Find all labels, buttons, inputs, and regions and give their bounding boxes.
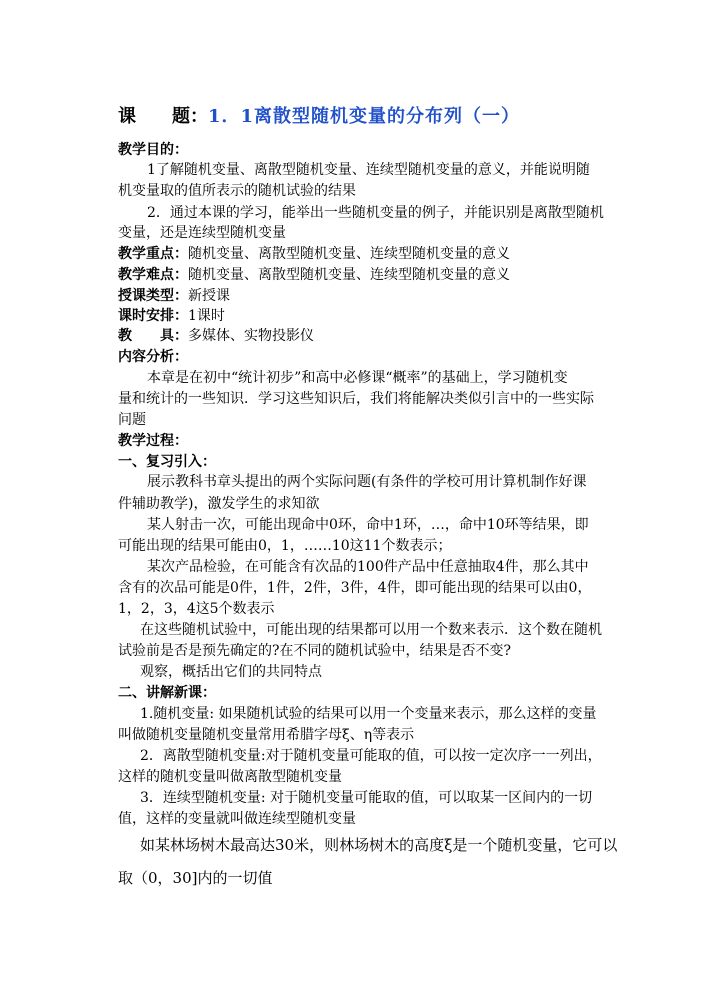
- lesson-title: [118, 104, 520, 130]
- objective-2-line-2: 变量，还是连续型随机变量: [118, 225, 286, 241]
- lesson-type-label: 授课类型：: [118, 288, 188, 304]
- new-1-line-1: 1.随机变量: 如果随机试验的结果可以用一个变量来表示，那么这样的变量: [140, 706, 597, 722]
- key-points-row: [118, 244, 510, 264]
- review-p3-line-1: 某次产品检验，在可能含有次品的100件产品中任意抽取4件，那么其中: [147, 559, 589, 575]
- objective-1-line-1: 1了解随机变量、离散型随机变量、连续型随机变量的意义，并能说明随: [147, 162, 590, 178]
- objectives-heading: 教学目的：: [118, 142, 188, 158]
- teaching-aids-text: 多媒体、实物投影仪: [188, 328, 314, 344]
- content-analysis-heading: 内容分析：: [118, 349, 188, 365]
- content-analysis-line-3: 问题: [118, 412, 146, 428]
- review-p3-line-3: 1，2，3，4这5个数表示: [118, 601, 275, 617]
- review-heading: 一、复习引入：: [118, 454, 216, 470]
- new-3-line-1: 3．连续型随机变量: 对于随机变量可能取的值，可以取某一区间内的一切: [140, 790, 593, 806]
- teaching-aids-row: [118, 326, 314, 346]
- difficult-points-row: [118, 265, 510, 285]
- review-p5: 观察，概括出它们的共同特点: [140, 664, 322, 680]
- review-p1-line-1: 展示教科书章头提出的两个实际问题(有条件的学校可用计算机制作好课: [147, 474, 587, 490]
- review-p1-line-2: 件辅助教学)，激发学生的求知欲: [118, 496, 320, 512]
- teaching-aids-label: 教 具：: [118, 328, 188, 344]
- new-3-line-2: 值，这样的变量就叫做连续型随机变量: [118, 811, 356, 827]
- key-points-label: 教学重点：: [118, 246, 188, 262]
- objective-1-line-2: 机变量取的值所表示的随机试验的结果: [118, 183, 356, 199]
- key-points-text: 随机变量、离散型随机变量、连续型随机变量的意义: [188, 246, 510, 262]
- content-analysis-line-2: 量和统计的一些知识．学习这些知识后，我们将能解决类似引言中的一些实际: [118, 391, 594, 407]
- difficult-points-text: 随机变量、离散型随机变量、连续型随机变量的意义: [188, 267, 510, 283]
- difficult-points-label: 教学难点：: [118, 267, 188, 283]
- new-2-line-1: 2．离散型随机变量:对于随机变量可能取的值，可以按一定次序一一列出，: [140, 748, 602, 764]
- review-p3-line-2: 含有的次品可能是0件，1件，2件，3件，4件，即可能出现的结果可以由0，: [118, 580, 592, 596]
- new-2-line-2: 这样的随机变量叫做离散型随机变量: [118, 769, 342, 785]
- class-hours-text: 1课时: [188, 308, 225, 324]
- content-analysis-line-1: 本章是在初中“统计初步”和高中必修课“概率”的基础上，学习随机变: [147, 370, 568, 386]
- example-line-1: 如某林场树木最高达30米，则林场树木的高度ξ是一个随机变量，它可以: [140, 836, 618, 854]
- lesson-type-text: 新授课: [188, 288, 230, 304]
- objective-2-line-1: 2．通过本课的学习，能举出一些随机变量的例子，并能识别是离散型随机: [147, 205, 604, 221]
- title-text: 1．1离散型随机变量的分布列（一）: [208, 106, 521, 127]
- process-heading: 教学过程：: [118, 433, 188, 449]
- review-p2-line-2: 可能出现的结果可能由0，1，……10这11个数表示；: [118, 538, 452, 554]
- new-lesson-heading: 二、讲解新课：: [118, 685, 216, 701]
- class-hours-label: 课时安排：: [118, 308, 188, 324]
- example-line-2: 取（0，30]内的一切值: [118, 869, 273, 887]
- review-p2-line-1: 某人射击一次，可能出现命中0环，命中1环，…，命中10环等结果，即: [147, 517, 589, 533]
- new-1-line-2: 叫做随机变量随机变量常用希腊字母ξ、η等表示: [118, 727, 415, 743]
- title-label: 课 题：: [118, 106, 208, 127]
- review-p4-line-2: 试验前是否是预先确定的?在不同的随机试验中，结果是否不变?: [118, 643, 512, 659]
- class-hours-row: [118, 306, 225, 326]
- review-p4-line-1: 在这些随机试验中，可能出现的结果都可以用一个数来表示．这个数在随机: [140, 622, 602, 638]
- lesson-type-row: [118, 286, 230, 306]
